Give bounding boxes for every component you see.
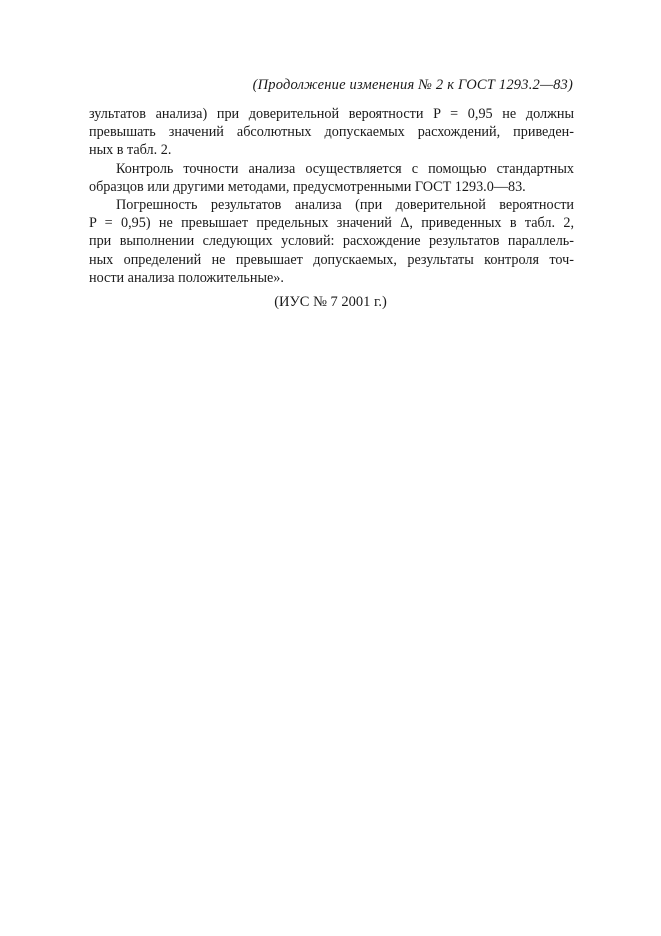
text-line: при выполнении следующих условий: расхождение результатов параллель- — [89, 233, 574, 250]
text-line: Погрешность результатов анализа (при доверительной вероятности — [116, 197, 574, 214]
paragraph-3 — [89, 196, 574, 287]
text-line: образцов или другими методами, предусмотренными ГОСТ 1293.0—83. — [89, 178, 526, 195]
text-line: ных определений не превышает допускаемых, результаты контроля точ- — [89, 251, 574, 268]
source-note: (ИУС № 7 2001 г.) — [274, 294, 387, 310]
text-line: ных в табл. 2. — [89, 142, 172, 159]
paragraph-2 — [89, 160, 574, 196]
text-line: зультатов анализа) при доверительной вероятности P = 0,95 не должны — [89, 106, 574, 122]
paragraph-1 — [89, 105, 574, 160]
text-line: превышать значений абсолютных допускаемых расхождений, приведен- — [89, 124, 574, 141]
text-line: Контроль точности анализа осуществляется с помощью стандартных — [116, 160, 574, 177]
body-text — [89, 105, 574, 287]
text-line: P = 0,95) не превышает предельных значений Δ, приведенных в табл. 2, — [89, 215, 574, 232]
page-header: (Продолжение изменения № 2 к ГОСТ 1293.2—83) — [252, 77, 573, 93]
text-line: ности анализа положительные». — [89, 269, 284, 286]
